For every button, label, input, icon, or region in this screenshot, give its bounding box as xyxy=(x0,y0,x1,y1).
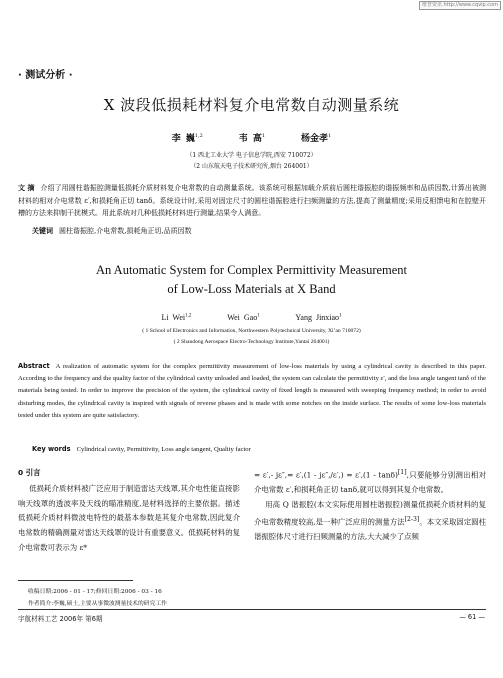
keywords-en-text: Cylindrical cavity, Permittivity, Loss angle tangent, Quality factor xyxy=(76,446,251,453)
abstract-en-text: A realization of automatic system for the complex permittivity measurement of low-loss materials by using a cylindrical cavity is described in this paper. According to the frequency and the quality factor of the cylindrical cavity unloaded and loaded, the system can calculate the permittivity ε′, and the loss angle tangent tanδ of the materials being tested. In order to improve the precision of the system, the cylindrical cavity of fixed length is measured with sweeping frequency method; in order to avoid disturbing modes, the cylindrical cavity is inspired with signals of reverse phases and is made with some notches on the inside surface. The results of some low-loss materials tested under this system are quite satisfactory. xyxy=(18,363,486,419)
keywords-cn xyxy=(32,226,482,236)
page-number: — 61 — xyxy=(459,613,485,621)
keywords-en xyxy=(32,445,482,453)
author-cn-2: 韦 高 xyxy=(238,134,262,144)
watermark: 维普资讯 http://www.cqvip.com xyxy=(419,1,501,10)
intro-paragraph-2 xyxy=(254,498,486,545)
intro-paragraph-2-text: 用高 Q 谐振腔(本文实际使用圆柱谐振腔)测量低损耗介质材料的复介电常数精度较高,是一种广泛应用的测量方法 xyxy=(254,500,486,527)
affiliation-cn-1: （1 西北工业大学 电子信息学院,西安 710072） xyxy=(186,152,317,159)
author-en-2: Wei Gao xyxy=(227,313,258,322)
author-cn-1-sup: 1,2 xyxy=(194,133,203,139)
paper-title-en-line-1: An Automatic System for Complex Permittivity Measurement xyxy=(95,263,408,277)
author-en-1: Li Wei xyxy=(161,313,186,322)
affiliation-en-2: ( 2 Shandong Aerospace Electro-Technology Institute,Yantai 264001) xyxy=(173,339,330,345)
body-right-column xyxy=(254,466,486,545)
author-en-3: Yang Jinxiao xyxy=(295,313,340,322)
abstract-cn xyxy=(18,182,486,220)
footer-divider xyxy=(18,609,486,610)
author-cn-2-sup: 1 xyxy=(261,133,266,139)
footnote-author-bio: 作者简介:李巍,硕士,主要从事微波测量技术的研究工作 xyxy=(28,601,167,607)
footnote-divider xyxy=(18,580,133,581)
author-cn-1: 李 巍 xyxy=(171,134,195,144)
intro-paragraph-2-tail: 。本文采取固定圆柱谐振腔体尺寸进行扫频测量的方法,大大减少了点频 xyxy=(254,517,486,542)
author-cn-3-sup: 1 xyxy=(328,133,332,139)
intro-formula-tail: ,只要能够分别测出相对介电常数 ε′,和损耗角正切 tanδ,就可以得到其复介电常数。 xyxy=(254,470,486,495)
authors-en xyxy=(0,313,503,322)
author-en-2-sup: 1 xyxy=(257,313,260,319)
author-cn-3: 杨金孝 xyxy=(301,134,329,144)
body-left-column xyxy=(18,466,240,556)
keywords-cn-label: 关键词 xyxy=(32,227,53,235)
keywords-en-label: Key words xyxy=(32,445,71,453)
abstract-cn-text: 介绍了用圆柱谐振腔测量低损耗介质材料复介电常数的自动测量系统。该系统可根据加载介质前后圆柱谐振腔的谐振频率和品质因数,计算出被测材料的相对介电常数 ε′,和损耗角正切 tanδ。系统设计时,采用对固定尺寸的圆柱谐振腔进行扫频测量的方法,提高了测量精度;采用反相馈电和在腔壁开槽的方法来抑制干扰模式。用此系统对几种低损耗材料进行测量,结果令人满意。 xyxy=(18,184,486,217)
abstract-cn-label: 文 摘 xyxy=(18,184,35,192)
abstract-en-label: Abstract xyxy=(18,362,50,370)
author-en-1-sup: 1,2 xyxy=(185,313,192,319)
permittivity-formula: = ε′,- jε″,= ε′,(1 - jε″,/ε′,) = ε′,(1 - tanδ) xyxy=(254,470,398,480)
keywords-cn-text: 圆柱谐振腔,介电常数,损耗角正切,品质因数 xyxy=(59,227,192,235)
citation-1: [1] xyxy=(397,469,407,476)
paper-title-en-line-2: of Low-Loss Materials at X Band xyxy=(167,282,336,296)
footnote-dates: 收稿日期:2006 - 01 - 17;修回日期:2006 - 03 - 16 xyxy=(28,589,162,595)
affiliation-en-1: ( 1 School of Electronics and Information, Northwestern Polytechnical University, Xi’an 710072) xyxy=(142,328,361,334)
intro-formula-paragraph xyxy=(254,466,486,498)
authors-cn xyxy=(0,131,503,144)
paper-title-cn: X 波段低损耗材料复介电常数自动测量系统 xyxy=(103,96,400,114)
intro-heading: 0 引言 xyxy=(18,468,41,477)
section-tag: · 测试分析 · xyxy=(18,70,73,81)
abstract-en xyxy=(18,360,486,422)
journal-info: 宇航材料工艺 2006年 第6期 xyxy=(18,615,103,623)
author-en-3-sup: 1 xyxy=(339,313,342,319)
affiliation-cn-2: （2 山东航天电子技术研究所,烟台 264001） xyxy=(190,163,313,170)
intro-paragraph-1: 低损耗介质材料被广泛应用于制造雷达天线罩,其介电性能直接影响天线罩的透波率及天线的瞄准精度,是材料选择的主要依据。描述低损耗介质材料微波电特性的最基本参数是其复介电常数,因此复介电常数的精确测量对雷达天线罩的设计有重要意义。低损耗材料的复介电常数可表示为 ε* xyxy=(18,483,240,552)
citation-2-3: [2-3] xyxy=(404,515,420,523)
